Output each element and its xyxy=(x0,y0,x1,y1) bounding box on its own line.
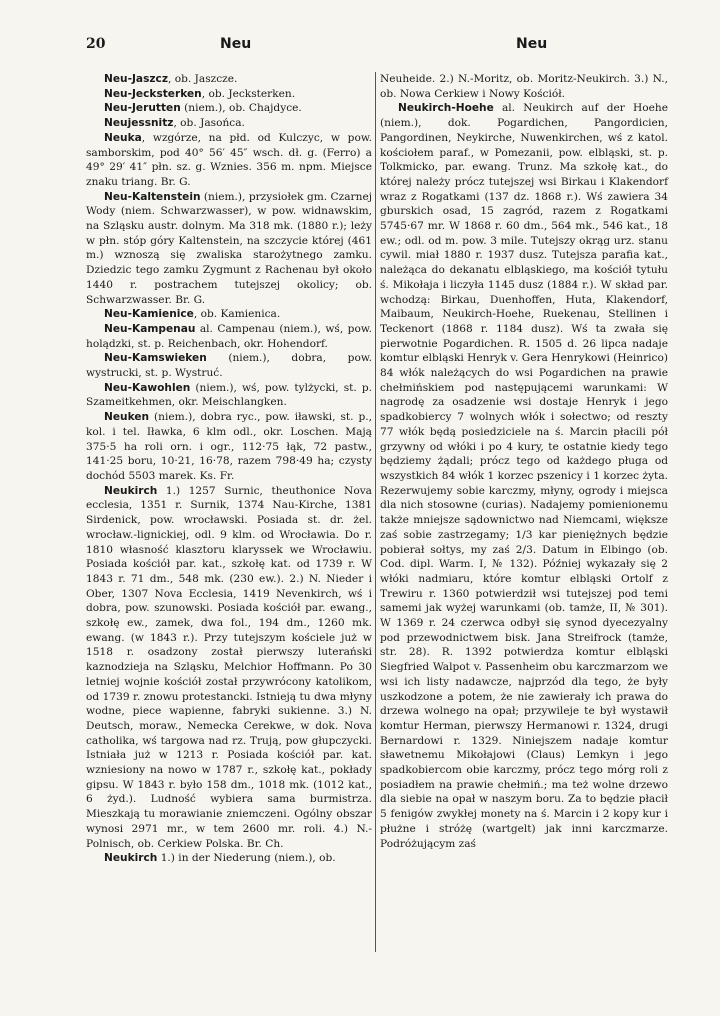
left-column xyxy=(86,72,372,866)
entry xyxy=(86,410,372,484)
entry-headword: Neujessnitz xyxy=(104,117,174,130)
entry-text: (niem.), dobra, pow. wystrucki, st. p. Wystruć. xyxy=(86,352,372,380)
entry-headword: Neu-Jerutten xyxy=(104,102,181,115)
entry-text: , wzgórze, na płd. od Kulczyc, w pow. samborskim, pod 40° 56′ 45″ wsch. dł. g. (Ferro) a 49° 29′ 41″ płn. sz. g. Wznies. 356 m. npm. Miejsce znaku triang. Br. G. xyxy=(86,131,372,188)
entry-headword: Neukirch-Hoehe xyxy=(398,102,494,115)
entry xyxy=(86,131,372,190)
entry-text: (niem.), wś, pow. tylżycki, st. p. Szameitkehmen, okr. Meischlangken. xyxy=(86,381,372,409)
entry xyxy=(86,322,372,351)
entry-continuation xyxy=(380,72,668,101)
column-divider xyxy=(375,72,376,952)
entry-headword: Neu-Kamswieken xyxy=(104,352,207,365)
page-header xyxy=(86,36,656,56)
entry-text: , ob. Jaszcze. xyxy=(168,73,238,85)
entry xyxy=(86,351,372,380)
entry-text: al. Neukirch auf der Hoehe (niem.), dok. Pogardichen, Pangordicien, Pangordinen, Neykirche, Nuwenkirchen, wś z katol. kościołem paraf., w Pomezanii, pow. elbląski, st. p. Tolkmicko, par. ewang. Trunz. Ma szkołę kat., do której należy prócz tutejszej wsi Birkau i Klakendorf wraz z Rogatkami (137 dz. 1868 r.). Wś zawiera 34 gburskich osad, 15 zagród, razem z Rogatkami 5745·67 mr. W 1868 r. 60 dm., 564 mk., 546 kat., 18 ew.; odl. od m. pow. 3 mile. Tutejszy okrąg urz. stanu cywil. miał 1880 r. 1937 dusz. Tutejsza parafia kat., należąca do dekanatu elbląskiego, ma kościół tytułu ś. Mikołaja i liczyła 1145 dusz (1884 r.). W skład par. wchodzą: Birkau, Duenhoffen, Huta, Klakendorf, Maibaum, Neukirch-Hoehe, Ruekenau, Stellinen i Teckenort (1868 r. 1184 dusz). Wś ta zwała się pierwotnie Pogardichen. R. 1505 d. 26 lipca nadaje komtur elbląski Henryk v. Gera Henrykowi (Heinrico) 84 włók należących do wsi Pogardichen na prawie chełmińskiem pod następującemi warunkami: W nagrodę za osadzenie wsi dostaje Henryk i jego spadkobiercy 7 wolnych włók i sołectwo; od reszty 77 włók będą posiedziciele na ś. Marcin płacili pół grzywny od włóki i po 4 kury, te ostatnie kiedy tego będziemy żądali; prócz tego od każdego pługa od wszystkich 84 włók 1 korzec pszenicy i 1 korzec żyta. Rezerwujemy sobie karczmy, młyny, ogrody i miejsca dla nich stosowne (curias). Nadajemy pomienionemu także mniejsze sądownictwo nad Niemcami, większe zaś sobie zastrzegamy; 1/3 kar pieniężnych będzie pobierał sołtys, my zaś 2/3. Datum in Elbingo (ob. Cod. dipl. Warm. I, № 132). Później wykazały się 2 włóki nadmiaru, które komtur elbląski Ortolf z Trewiru r. 1360 potwierdził wsi tutejszej pod temi samemi jak wyżej warunkami (ob. tamże, II, № 301). W 1369 r. 24 czerwca odbył się synod dyecezyalny pod przewodnictwem bisk. Jana Streifrock (tamże, str. 28). R. 1392 potwierdza komtur elbląski Siegfried Walpot v. Passenheim obu karczmarzom we wsi ich listy nadawcze, najprzód dla tego, że były uszkodzone a potem, że nie zawierały ich prawa do drzewa wolnego na opał; przywileje te był wystawił komtur Herman, pierwszy Hermanowi r. 1324, drugi Bernardowi r. 1329. Niniejszem nadaje komtur sławetnemu Mikołajowi (Claus) Lemkyn i jego spadkobiercom obie karczmy, prócz tego mórg roli z posiadłem na prawie chełmiń.; ma też wolne drzewo dla siebie na opał w naszym boru. Za to będzie płacił 5 fenigów zwykłej monety na ś. Marcin i 2 kopy kur i płużne i stróżę (wartgelt) jak inni karczmarze. Podróżującym zaś xyxy=(380,102,668,850)
entry-headword: Neukirch xyxy=(104,484,158,497)
entry-headword: Neuken xyxy=(104,411,150,424)
entry-headword: Neu-Jaszcz xyxy=(104,73,168,85)
entry xyxy=(86,381,372,410)
running-head-left: Neu xyxy=(220,36,252,52)
entry-headword: Neu-Jecksterken xyxy=(104,87,202,100)
entry-headword: Neukirch xyxy=(104,852,158,865)
entry xyxy=(86,190,372,308)
running-head-right: Neu xyxy=(516,36,548,52)
entry-text: (niem.), dobra ryc., pow. iławski, st. p., kol. i tel. Iławka, 6 klm odl., okr. Loschen. Mają 375·5 ha roli orn. i ogr., 112·75 łąk, 72 pastw., 141·25 boru, 10·21, 16·78, razem 798·49 ha; czysty dochód 5503 marek. Ks. Fr. xyxy=(86,411,372,482)
page-number: 20 xyxy=(86,36,106,52)
entry xyxy=(86,484,372,852)
entry xyxy=(86,307,372,322)
entry-text: , ob. Jecksterken. xyxy=(201,87,296,100)
entry xyxy=(86,851,372,866)
entry-text: , ob. Jasońca. xyxy=(173,117,245,130)
entry-text: 1.) in der Niederung (niem.), ob. xyxy=(157,852,336,865)
entry xyxy=(86,116,372,131)
entry-text: (niem.), przysiołek gm. Czarnej Wody (niem. Schwarzwasser), w pow. widnawskim, na Szląsku austr. dolnym. Ma 318 mk. (1880 r.); leży w płn. stóp góry Kaltenstein, na szczycie której (461 m.) wznoszą się zwaliska starożytnego zamku. Dziedzic tego zamku Zygmunt z Rachenau był około 1440 r. postrachem tutejszej okolicy; ob. Schwarzwasser. Br. G. xyxy=(86,190,372,306)
entry xyxy=(86,87,372,102)
entry-headword: Neu-Kawohlen xyxy=(104,381,191,394)
entry-text: 1.) 1257 Surnic, theuthonice Nova ecclesia, 1351 r. Surnik, 1374 Nau-Kirche, 1381 Sirdenick, pow. wrocławski. Posiada st. dr. żel. wrocław.-lignickiej, odl. 9 klm. od Wrocławia. Do r. 1810 własność klasztoru klaryssek we Wrocławiu. Posiada kościół par. kat., szkołę kat. od 1739 r. W 1843 r. 71 dm., 548 mk. (230 ew.). 2.) N. Nieder i Ober, 1307 Nova Ecclesia, 1419 Nevenkirch, wś i dobra, pow. szunowski. Posiada kościół par. ewang., szkołę ew., zamek, dwa fol., 194 dm., 1260 mk. ewang. (w 1843 r.). Przy tutejszym kościele już w 1518 r. osadzony został pierwszy luterański kaznodzieja na Szląsku, Melchior Hoffmann. Po 30 letniej wojnie kościół został przywrócony katolikom, od 1739 r. znowu protestancki. Istnieją tu dwa młyny wodne, piece wapienne, fabryki sukienne. 3.) N. Deutsch, moraw., Nemecka Cerekwe, w dok. Nova catholika, wś targowa nad rz. Trują, pow głupczycki. Istniała już w 1213 r. Posiada kościół par. kat. wzniesiony na nowo w 1787 r., szkołę kat., pokłady gipsu. W 1843 r. było 158 dm., 1018 mk. (1012 kat., 6 żyd.). Ludność wybiera sama burmistrza. Mieszkają tu morawianie zniemczeni. Ogólny obszar wynosi 2971 mr., w tem 2600 mr. roli. 4.) N.-Polnisch, ob. Cerkiew Polska. Br. Ch. xyxy=(86,484,372,850)
entry-headword: Neu-Kamienice xyxy=(104,308,194,321)
entry-text: Neuheide. 2.) N.-Moritz, ob. Moritz-Neukirch. 3.) N., ob. Nowa Cerkiew i Nowy Kościół. xyxy=(380,73,668,100)
entry-text: al. Campenau (niem.), wś, pow. holądzki, st. p. Reichenbach, okr. Hohendorf. xyxy=(86,322,372,350)
entry xyxy=(86,72,372,87)
entry xyxy=(86,101,372,116)
entry-headword: Neuka xyxy=(104,131,142,144)
entry-text: (niem.), ob. Chajdyce. xyxy=(180,102,302,115)
right-column xyxy=(380,72,668,851)
entry-headword: Neu-Kampenau xyxy=(104,322,196,335)
entry xyxy=(380,101,668,851)
entry-headword: Neu-Kaltenstein xyxy=(104,190,201,203)
entry-text: , ob. Kamienica. xyxy=(193,308,281,321)
